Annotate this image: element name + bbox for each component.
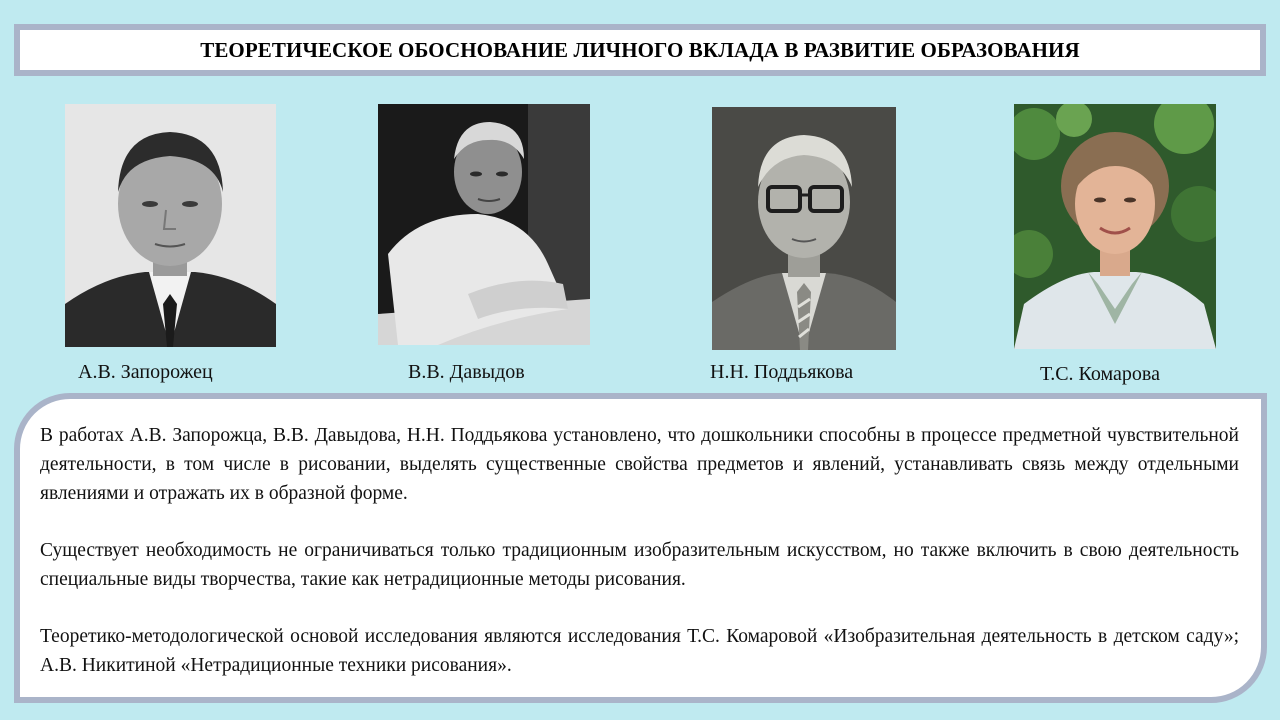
slide-title: ТЕОРЕТИЧЕСКОЕ ОБОСНОВАНИЕ ЛИЧНОГО ВКЛАДА В РАЗВИТИЕ ОБРАЗОВАНИЯ xyxy=(200,37,1080,62)
description-panel xyxy=(14,393,1267,703)
caption-davydov: В.В. Давыдов xyxy=(408,361,525,383)
caption-zaporozhets: А.В. Запорожец xyxy=(78,361,213,383)
portrait-poddyakova-photo xyxy=(712,107,896,350)
caption-poddyakova: Н.Н. Поддьякова xyxy=(710,361,854,383)
portrait-zaporozhets-photo xyxy=(65,104,276,347)
paragraph-1: В работах А.В. Запорожца, В.В. Давыдова, Н.Н. Поддьякова установлено, что дошкольники способны в процессе предметной чувствительной деятельности, в том числе в рисовании, выделять существенные свойства предметов и явлений, устанавливать связь между отдельными явлениями и отражать их в образной форме. xyxy=(40,425,1239,504)
caption-komarova: Т.С. Комарова xyxy=(1040,363,1160,385)
title-banner xyxy=(14,24,1266,76)
portrait-komarova-photo xyxy=(1014,104,1216,349)
portrait-davydov-photo xyxy=(378,104,590,345)
paragraph-3: Теоретико-методологической основой исследования являются исследования Т.С. Комаровой «Изобразительная деятельность в детском саду»; А.В. Никитиной «Нетрадиционные техники рисования». xyxy=(40,626,1239,676)
paragraph-2: Существует необходимость не ограничиваться только традиционным изобразительным искусством, но также включить в свою деятельность специальные виды творчества, такие как нетрадиционные методы рисования. xyxy=(40,540,1239,590)
